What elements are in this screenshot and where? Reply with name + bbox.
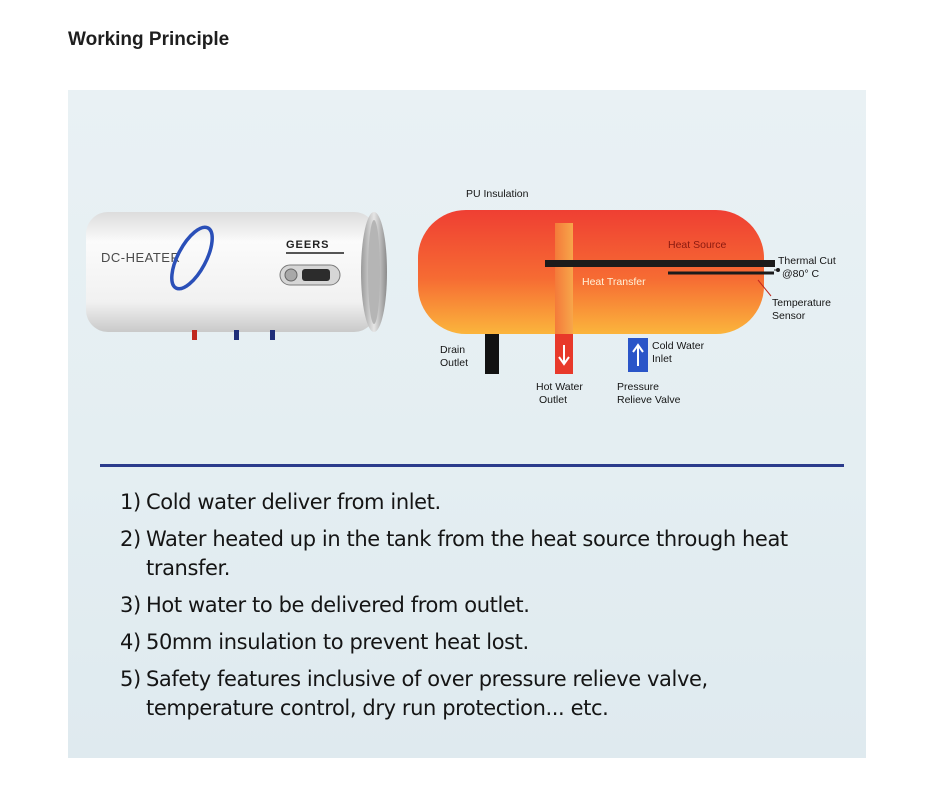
step-item: 4) 50mm insulation to prevent heat lost. (120, 630, 529, 654)
label-heat-source: Heat Source (668, 239, 727, 251)
label-pressure-relieve-valve-2: Relieve Valve (617, 394, 681, 406)
label-cold-water-inlet-2: Inlet (652, 353, 672, 365)
water-heater-product (86, 212, 387, 340)
step-item: 5) Safety features inclusive of over pressure relieve valve, temperature control, dry run protection... etc. (120, 667, 708, 720)
thermostat-dial-icon (285, 269, 297, 281)
label-thermal-cut-temp: @80° C (782, 268, 820, 280)
product-logo: DC-HEATER (101, 250, 181, 265)
pipe-stub-red (192, 330, 197, 340)
label-drain-outlet: Drain (440, 344, 466, 356)
label-drain-outlet-2: Outlet (440, 357, 469, 369)
working-principle-diagram (68, 90, 866, 460)
brand-logo: GEERS (286, 239, 330, 251)
label-hot-water-outlet: Hot Water (536, 381, 583, 393)
pipe-stub-blue-2 (270, 330, 275, 340)
display-icon (302, 269, 330, 281)
label-temperature-sensor-2: Sensor (772, 310, 806, 322)
steps-list (120, 488, 840, 731)
tank-cross-section (418, 210, 775, 374)
label-thermal-cut: Thermal Cut (778, 255, 836, 267)
pipe-stub-blue-1 (234, 330, 239, 340)
drain-outlet-pipe (485, 334, 499, 374)
label-heat-transfer: Heat Transfer (582, 276, 646, 288)
heating-element (545, 260, 775, 267)
label-temperature-sensor: Temperature (772, 297, 831, 309)
label-pressure-relieve-valve: Pressure (617, 381, 660, 393)
step-item: 1) Cold water deliver from inlet. (120, 490, 441, 514)
page-title: Working Principle (68, 29, 230, 50)
label-pu-insulation: PU Insulation (466, 188, 529, 200)
diagram-panel (68, 90, 866, 758)
section-divider (100, 464, 844, 467)
step-item: 3) Hot water to be delivered from outlet. (120, 593, 530, 617)
step-item: 2) Water heated up in the tank from the heat source through heat transfer. (120, 527, 788, 580)
label-hot-water-outlet-2: Outlet (539, 394, 568, 406)
label-cold-water-inlet: Cold Water (652, 340, 705, 352)
